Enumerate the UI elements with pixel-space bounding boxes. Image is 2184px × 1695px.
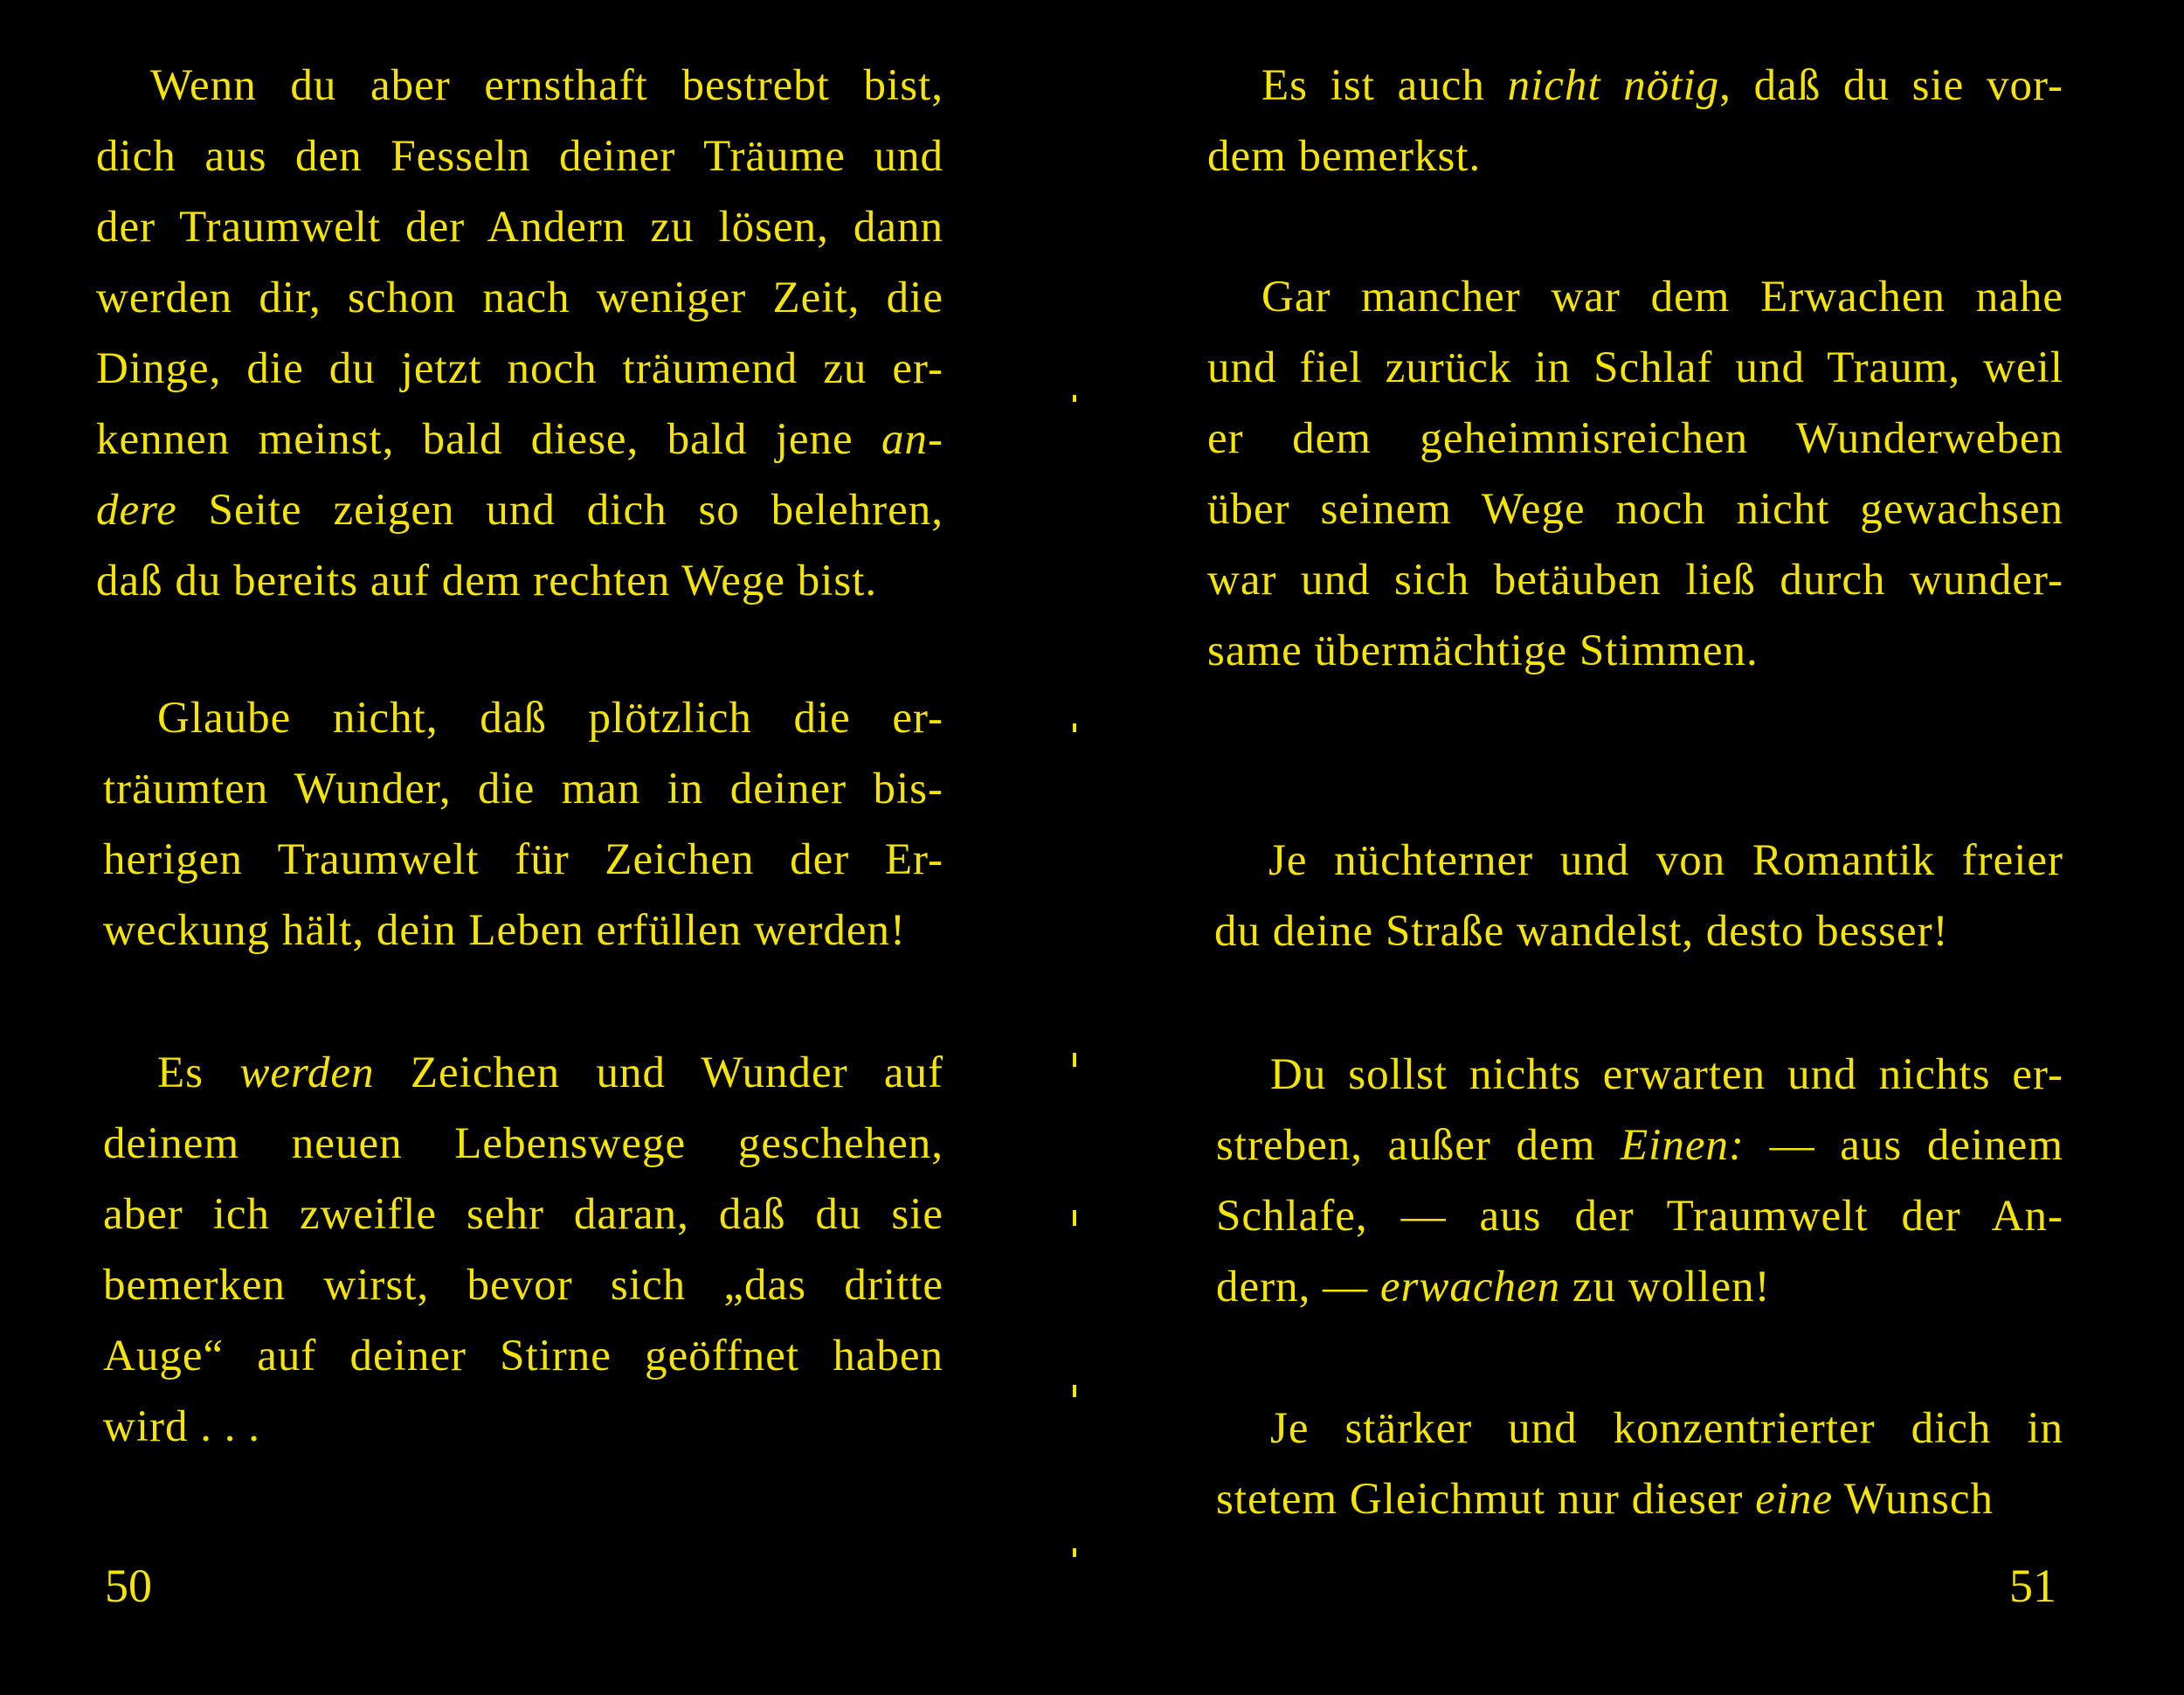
text-line: dem bemerkst. <box>1207 132 1482 181</box>
text-line: aber ich zweifle sehr daran, daß du sie <box>103 1190 943 1239</box>
paragraph <box>1207 51 2063 192</box>
emphasis: Einen: <box>1621 1121 1745 1170</box>
text-line: Dinge, die du jetzt noch träumend zu er- <box>96 344 943 393</box>
text-line: Es werden Zeichen und Wunder auf <box>157 1048 943 1097</box>
text-line: der Traumwelt der Andern zu lösen, dann <box>96 203 943 252</box>
text-line: über seinem Wege noch nicht gewachsen <box>1207 485 2063 534</box>
text-line: Auge“ auf deiner Stirne geöffnet haben <box>103 1332 943 1380</box>
paragraph <box>1216 1394 2063 1535</box>
page-number: 50 <box>105 1560 152 1612</box>
emphasis: eine <box>1755 1475 1834 1524</box>
text-line: kennen meinst, bald diese, bald jene an- <box>96 415 943 464</box>
emphasis: nicht nötig <box>1507 61 1720 110</box>
text-line: stetem Gleichmut nur dieser eine Wunsch <box>1216 1475 1994 1524</box>
paragraph <box>1214 826 2063 967</box>
text-line: du deine Straße wandelst, desto besser! <box>1214 907 1949 956</box>
right-page <box>1118 0 2184 1695</box>
emphasis: an- <box>881 415 943 464</box>
text-line: Du sollst nichts erwarten und nichts er- <box>1270 1050 2063 1099</box>
text-line: war und sich betäuben ließ durch wunder- <box>1207 556 2063 605</box>
paragraph <box>1207 262 2063 687</box>
gutter-mark <box>1073 1548 1076 1557</box>
text-line: daß du bereits auf dem rechten Wege bist. <box>96 557 878 605</box>
paragraph <box>96 51 943 617</box>
emphasis: erwachen <box>1379 1263 1561 1311</box>
paragraph <box>103 683 943 966</box>
text-line: dere Seite zeigen und dich so belehren, <box>96 486 943 535</box>
text-line: herigen Traumwelt für Zeichen der Er- <box>103 835 943 884</box>
text-line: wird . . . <box>103 1402 260 1451</box>
text-line: Je stärker und konzentrierter dich in <box>1270 1404 2063 1453</box>
text-line: Je nüchterner und von Romantik freier <box>1268 836 2063 885</box>
text-line: Schlafe, — aus der Traumwelt der An- <box>1216 1192 2063 1241</box>
paragraph <box>103 1038 943 1463</box>
gutter-mark <box>1073 723 1076 732</box>
text-line: same übermächtige Stimmen. <box>1207 626 1759 675</box>
text-line: Es ist auch nicht nötig, daß du sie vor- <box>1261 61 2063 110</box>
text-line: Wenn du aber ernsthaft bestrebt bist, <box>150 61 943 110</box>
emphasis: werden <box>239 1048 375 1097</box>
text-line: Glaube nicht, daß plötzlich die er- <box>157 694 943 743</box>
text-line: träumten Wunder, die man in deiner bis- <box>103 764 943 813</box>
text-line: streben, außer dem Einen: — aus deinem <box>1216 1121 2063 1170</box>
text-line: und fiel zurück in Schlaf und Traum, weil <box>1207 343 2063 392</box>
left-page <box>0 0 1066 1695</box>
gutter-mark <box>1073 1210 1076 1226</box>
gutter-mark <box>1073 1385 1076 1397</box>
text-line: Gar mancher war dem Erwachen nahe <box>1261 273 2063 322</box>
text-line: bemerken wirst, bevor sich „das dritte <box>103 1261 943 1310</box>
text-line: dich aus den Fesseln deiner Träume und <box>96 132 943 181</box>
text-line: dern, — erwachen zu wollen! <box>1216 1263 1771 1311</box>
page-number: 51 <box>2009 1560 2056 1612</box>
text-line: weckung hält, dein Leben erfüllen werden! <box>103 906 906 955</box>
text-line: er dem geheimnisreichen Wunderweben <box>1207 414 2063 463</box>
paragraph <box>1216 1040 2063 1323</box>
text-line: deinem neuen Lebenswege geschehen, <box>103 1119 943 1168</box>
text-line: werden dir, schon nach weniger Zeit, die <box>96 273 943 322</box>
emphasis: dere <box>96 486 177 535</box>
gutter-mark <box>1073 1053 1076 1067</box>
gutter-mark <box>1073 395 1076 402</box>
